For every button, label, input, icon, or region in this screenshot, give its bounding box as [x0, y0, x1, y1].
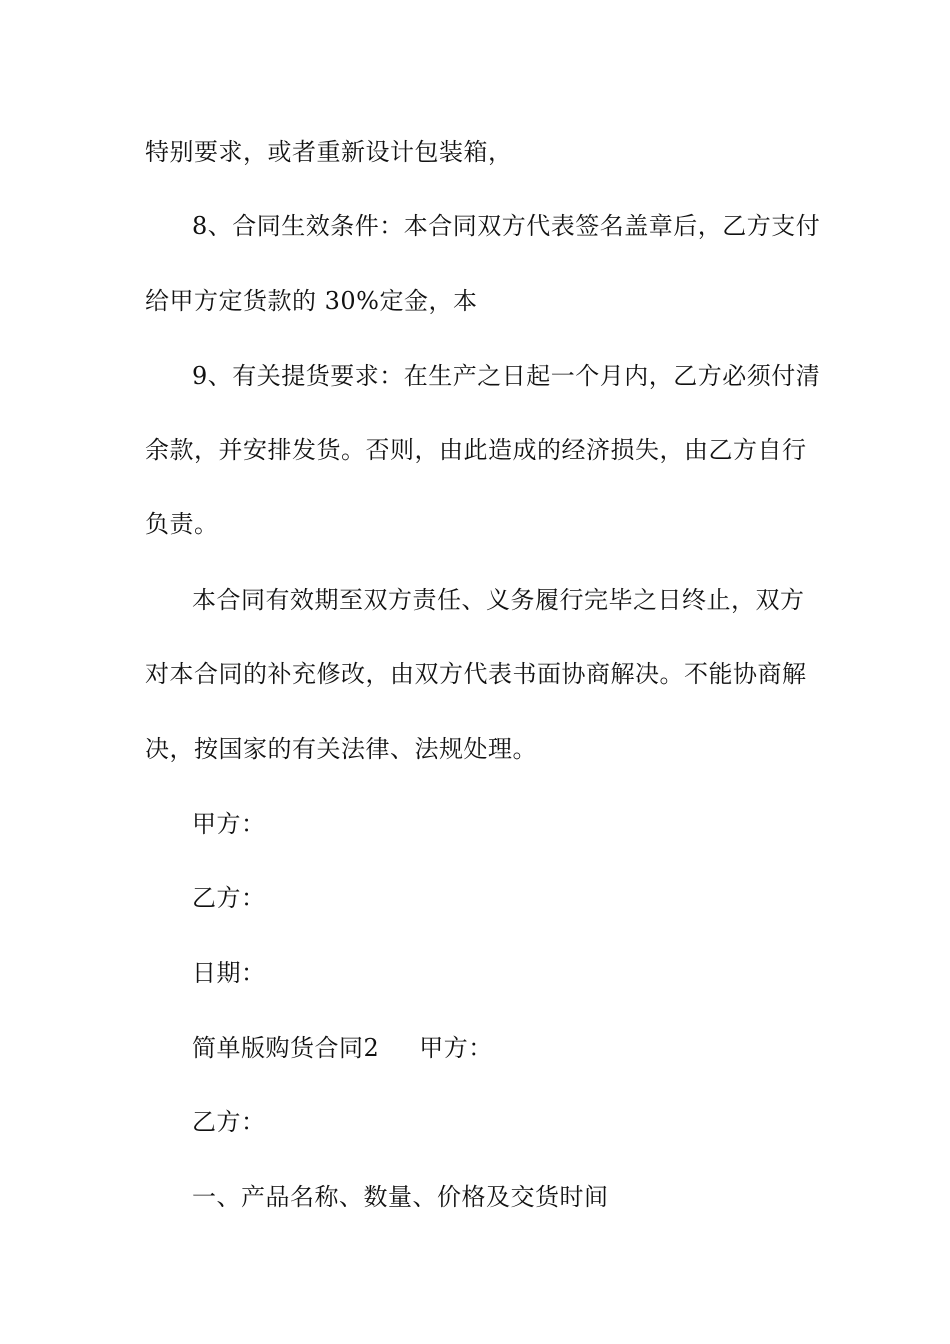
clause-9-line: 9、有关提货要求：在生产之日起一个月内，乙方必须付清	[192, 362, 821, 390]
contract-2-heading-line	[192, 1032, 872, 1064]
paragraph-line: 决，按国家的有关法律、法规处理。	[145, 735, 537, 763]
paragraph-line: 特别要求，或者重新设计包装箱，	[145, 138, 513, 166]
section-heading: 一、产品名称、数量、价格及交货时间	[192, 1183, 609, 1211]
clause-8-line: 8、合同生效条件：本合同双方代表签名盖章后，乙方支付	[192, 212, 821, 240]
paragraph-line: 余款，并安排发货。否则，由此造成的经济损失，由乙方自行	[145, 436, 807, 464]
party-a-label: 甲方：	[192, 810, 266, 838]
party-b-label: 乙方：	[192, 1108, 266, 1136]
date-label: 日期：	[192, 959, 266, 987]
paragraph-line: 对本合同的补充修改，由双方代表书面协商解决。不能协商解	[145, 660, 807, 688]
party-b-label: 乙方：	[192, 884, 266, 912]
validity-paragraph-line: 本合同有效期至双方责任、义务履行完毕之日终止，双方	[192, 586, 805, 614]
paragraph-line: 给甲方定货款的 30%定金，本	[145, 287, 478, 315]
contract-title: 简单版购货合同2	[192, 1034, 380, 1062]
party-a-label: 甲方：	[419, 1034, 493, 1062]
paragraph-line: 负责。	[145, 510, 219, 538]
